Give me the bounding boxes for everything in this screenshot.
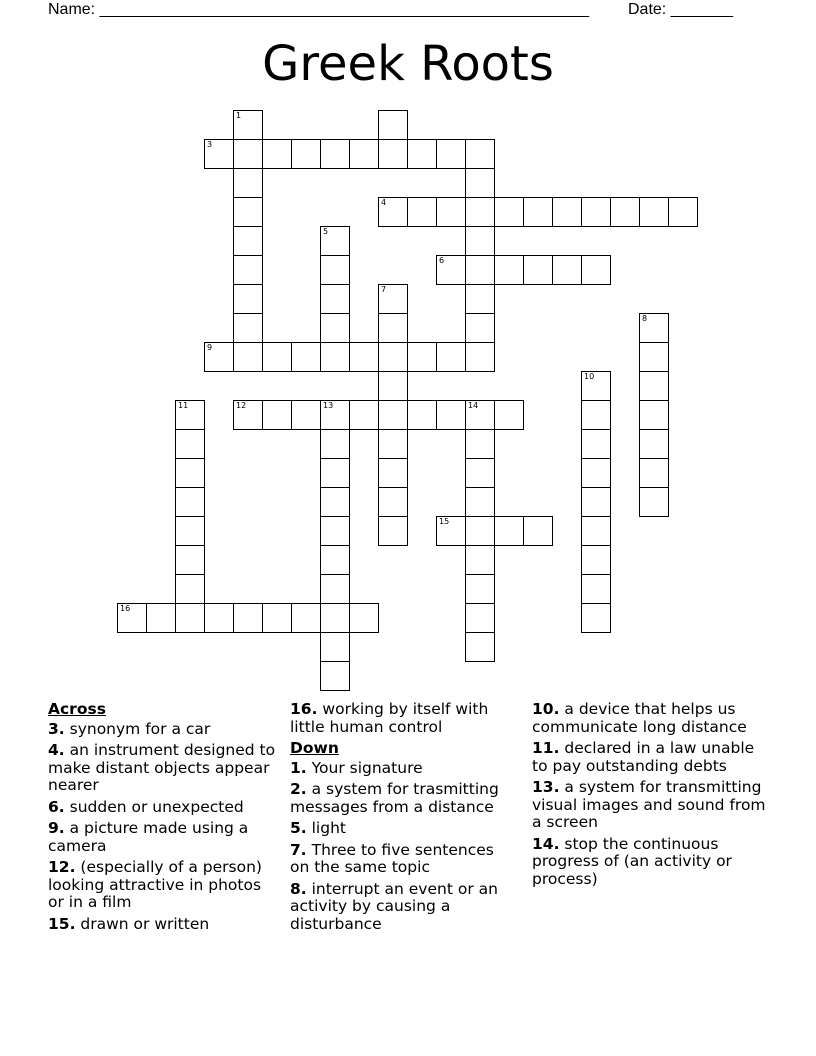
crossword-cell[interactable] [320, 545, 350, 575]
across-clue-3 [48, 721, 276, 739]
crossword-cell[interactable] [320, 342, 350, 372]
crossword-cell[interactable] [378, 429, 408, 459]
crossword-cell[interactable] [465, 574, 495, 604]
crossword-cell[interactable] [523, 197, 553, 227]
clue-text: working by itself with little human control [290, 700, 489, 736]
cell-number: 10 [584, 372, 595, 381]
clue-number: 14. [532, 834, 560, 853]
crossword-cell[interactable] [581, 545, 611, 575]
down-clue-14 [532, 836, 772, 889]
across-clue-15 [48, 916, 276, 934]
crossword-cell[interactable] [465, 458, 495, 488]
crossword-cell[interactable] [465, 342, 495, 372]
crossword-cell[interactable] [378, 110, 408, 140]
down-clue-13 [532, 779, 772, 832]
crossword-cell[interactable] [233, 342, 263, 372]
crossword-cell[interactable] [175, 603, 205, 633]
clue-text: Your signature [311, 758, 423, 777]
crossword-cell[interactable] [465, 226, 495, 256]
crossword-cell[interactable] [320, 632, 350, 662]
cell-number: 6 [439, 256, 445, 265]
cell-number: 12 [236, 401, 247, 410]
crossword-cell[interactable] [552, 255, 582, 285]
across-clue-12 [48, 859, 276, 912]
crossword-cell[interactable] [233, 226, 263, 256]
crossword-cell[interactable] [175, 429, 205, 459]
crossword-cell[interactable] [262, 603, 292, 633]
crossword-cell[interactable] [581, 429, 611, 459]
crossword-cell[interactable] [320, 400, 350, 430]
clue-text: interrupt an event or an activity by causing a disturbance [290, 879, 498, 933]
crossword-cell[interactable] [233, 255, 263, 285]
crossword-cell[interactable] [581, 458, 611, 488]
crossword-cell[interactable] [262, 342, 292, 372]
clue-text: synonym for a car [69, 719, 211, 738]
clues-column-1 [48, 701, 276, 937]
crossword-cell[interactable] [407, 197, 437, 227]
crossword-cell[interactable] [378, 487, 408, 517]
crossword-cell[interactable] [320, 429, 350, 459]
crossword-cell[interactable] [581, 197, 611, 227]
clue-number: 13. [532, 778, 560, 796]
crossword-cell[interactable] [465, 139, 495, 169]
page-title: Greek Roots [262, 36, 554, 92]
across-clue-16 [290, 701, 518, 736]
clue-text: light [311, 819, 346, 837]
crossword-cell[interactable] [465, 197, 495, 227]
crossword-cell[interactable] [581, 516, 611, 546]
crossword-cell[interactable] [407, 139, 437, 169]
crossword-cell[interactable] [639, 371, 669, 401]
crossword-cell[interactable] [320, 661, 350, 691]
cell-number: 16 [120, 604, 131, 613]
crossword-cell[interactable] [291, 603, 321, 633]
crossword-cell[interactable] [320, 255, 350, 285]
crossword-cell[interactable] [320, 487, 350, 517]
crossword-cell[interactable] [233, 168, 263, 198]
crossword-cell[interactable] [610, 197, 640, 227]
crossword-cell[interactable] [436, 197, 466, 227]
crossword-cell[interactable] [320, 226, 350, 256]
crossword-cell[interactable] [204, 139, 234, 169]
clue-number: 7. [290, 840, 307, 859]
down-clue-8 [290, 881, 518, 934]
crossword-cell[interactable] [320, 458, 350, 488]
clue-number: 6. [48, 797, 65, 816]
crossword-cell[interactable] [465, 632, 495, 662]
crossword-cell[interactable] [204, 603, 234, 633]
crossword-cell[interactable] [465, 168, 495, 198]
crossword-cell[interactable] [175, 487, 205, 517]
crossword-cell[interactable] [581, 371, 611, 401]
crossword-cell[interactable] [581, 400, 611, 430]
crossword-cell[interactable] [639, 342, 669, 372]
crossword-cell[interactable] [436, 255, 466, 285]
clue-text: declared in a law unable to pay outstanding debts [532, 739, 755, 775]
crossword-cell[interactable] [233, 313, 263, 343]
clue-text: drawn or written [80, 914, 210, 933]
crossword-cell[interactable] [233, 603, 263, 633]
crossword-cell[interactable] [320, 516, 350, 546]
cell-number: 15 [439, 517, 450, 526]
crossword-cell[interactable] [494, 516, 524, 546]
crossword-cell[interactable] [436, 400, 466, 430]
cell-number: 1 [236, 111, 242, 120]
crossword-cell[interactable] [668, 197, 698, 227]
cell-number: 3 [207, 140, 213, 149]
cell-number: 11 [178, 401, 189, 410]
crossword-cell[interactable] [320, 313, 350, 343]
crossword-cell[interactable] [378, 516, 408, 546]
clue-number: 10. [532, 700, 560, 718]
date-field-label: Date: _______ [628, 1, 733, 18]
crossword-cell[interactable] [204, 342, 234, 372]
clues-column-2 [290, 701, 518, 937]
cell-number: 8 [642, 314, 648, 323]
crossword-cell[interactable] [436, 139, 466, 169]
crossword-cell[interactable] [175, 574, 205, 604]
cell-number: 5 [323, 227, 329, 236]
down-clue-2 [290, 781, 518, 816]
crossword-cell[interactable] [349, 139, 379, 169]
crossword-cell[interactable] [291, 400, 321, 430]
across-heading: Across [48, 700, 106, 718]
clue-number: 2. [290, 780, 307, 798]
crossword-cell[interactable] [465, 400, 495, 430]
crossword-cell[interactable] [465, 545, 495, 575]
crossword-cell[interactable] [233, 284, 263, 314]
clue-number: 12. [48, 858, 76, 876]
clue-text: a picture made using a camera [48, 819, 249, 855]
cell-number: 14 [468, 401, 479, 410]
crossword-cell[interactable] [175, 545, 205, 575]
clue-number: 11. [532, 739, 560, 757]
clue-text: (especially of a person) looking attractive in photos or in a film [48, 858, 262, 911]
across-clue-6 [48, 799, 276, 817]
crossword-cell[interactable] [465, 603, 495, 633]
crossword-cell[interactable] [320, 574, 350, 604]
crossword-cell[interactable] [465, 313, 495, 343]
crossword-cell[interactable] [465, 284, 495, 314]
crossword-cell[interactable] [262, 139, 292, 169]
clue-number: 3. [48, 719, 65, 738]
clue-text: sudden or unexpected [69, 797, 244, 816]
clues-column-3 [532, 701, 772, 892]
clue-text: an instrument designed to make distant objects appear nearer [48, 741, 276, 794]
cell-number: 9 [207, 343, 213, 352]
crossword-cell[interactable] [436, 342, 466, 372]
clue-text: a system for trasmitting messages from a distance [290, 780, 499, 816]
down-clue-1 [290, 760, 518, 778]
crossword-cell[interactable] [465, 516, 495, 546]
crossword-cell[interactable] [175, 516, 205, 546]
crossword-cell[interactable] [378, 284, 408, 314]
down-heading: Down [290, 739, 339, 757]
clue-number: 16. [290, 700, 318, 718]
cell-number: 4 [381, 198, 387, 207]
crossword-cell[interactable] [378, 313, 408, 343]
clue-text: stop the continuous progress of (an activity or process) [532, 834, 732, 888]
crossword-cell[interactable] [349, 400, 379, 430]
clue-text: Three to five sentences on the same topic [290, 840, 494, 876]
crossword-cell[interactable] [320, 139, 350, 169]
crossword-cell[interactable] [581, 255, 611, 285]
crossword-cell[interactable] [233, 400, 263, 430]
crossword-cell[interactable] [523, 516, 553, 546]
crossword-cell[interactable] [436, 516, 466, 546]
crossword-cell[interactable] [320, 284, 350, 314]
clue-number: 15. [48, 914, 76, 933]
crossword-cell[interactable] [494, 197, 524, 227]
clue-number: 9. [48, 819, 65, 837]
crossword-cell[interactable] [639, 458, 669, 488]
clue-text: a device that helps us communicate long distance [532, 700, 747, 736]
cell-number: 7 [381, 285, 387, 294]
down-clue-7 [290, 842, 518, 877]
across-clue-4 [48, 742, 276, 795]
crossword-cell[interactable] [378, 139, 408, 169]
crossword-cell[interactable] [349, 603, 379, 633]
crossword-cell[interactable] [378, 400, 408, 430]
cell-number: 13 [323, 401, 334, 410]
crossword-cell[interactable] [320, 603, 350, 633]
crossword-cell[interactable] [552, 197, 582, 227]
crossword-cell[interactable] [175, 458, 205, 488]
crossword-cell[interactable] [465, 429, 495, 459]
crossword-cell[interactable] [117, 603, 147, 633]
crossword-cell[interactable] [581, 487, 611, 517]
crossword-cell[interactable] [523, 255, 553, 285]
crossword-cell[interactable] [262, 400, 292, 430]
clue-number: 1. [290, 758, 307, 777]
crossword-cell[interactable] [581, 574, 611, 604]
crossword-cell[interactable] [349, 342, 379, 372]
crossword-cell[interactable] [465, 487, 495, 517]
clue-number: 4. [48, 741, 65, 759]
name-field-label: Name: _______________________________________________________ [48, 1, 589, 18]
crossword-cell[interactable] [233, 197, 263, 227]
crossword-cell[interactable] [639, 313, 669, 343]
down-clue-10 [532, 701, 772, 736]
crossword-cell[interactable] [378, 197, 408, 227]
down-clue-5 [290, 820, 518, 838]
crossword-cell[interactable] [465, 255, 495, 285]
across-clue-9 [48, 820, 276, 855]
crossword-cell[interactable] [291, 342, 321, 372]
clue-text: a system for transmitting visual images and sound from a screen [532, 778, 766, 831]
crossword-cell[interactable] [378, 371, 408, 401]
crossword-cell[interactable] [233, 110, 263, 140]
crossword-cell[interactable] [175, 400, 205, 430]
crossword-cell[interactable] [639, 197, 669, 227]
crossword-cell[interactable] [494, 400, 524, 430]
clue-number: 5. [290, 819, 307, 837]
crossword-cell[interactable] [407, 342, 437, 372]
clue-number: 8. [290, 879, 307, 898]
crossword-cell[interactable] [378, 342, 408, 372]
crossword-cell[interactable] [639, 429, 669, 459]
crossword-cell[interactable] [378, 458, 408, 488]
down-clue-11 [532, 740, 772, 775]
crossword-cell[interactable] [639, 487, 669, 517]
crossword-cell[interactable] [233, 139, 263, 169]
crossword-cell[interactable] [146, 603, 176, 633]
crossword-cell[interactable] [581, 603, 611, 633]
crossword-cell[interactable] [291, 139, 321, 169]
crossword-cell[interactable] [407, 400, 437, 430]
crossword-cell[interactable] [494, 255, 524, 285]
crossword-cell[interactable] [639, 400, 669, 430]
